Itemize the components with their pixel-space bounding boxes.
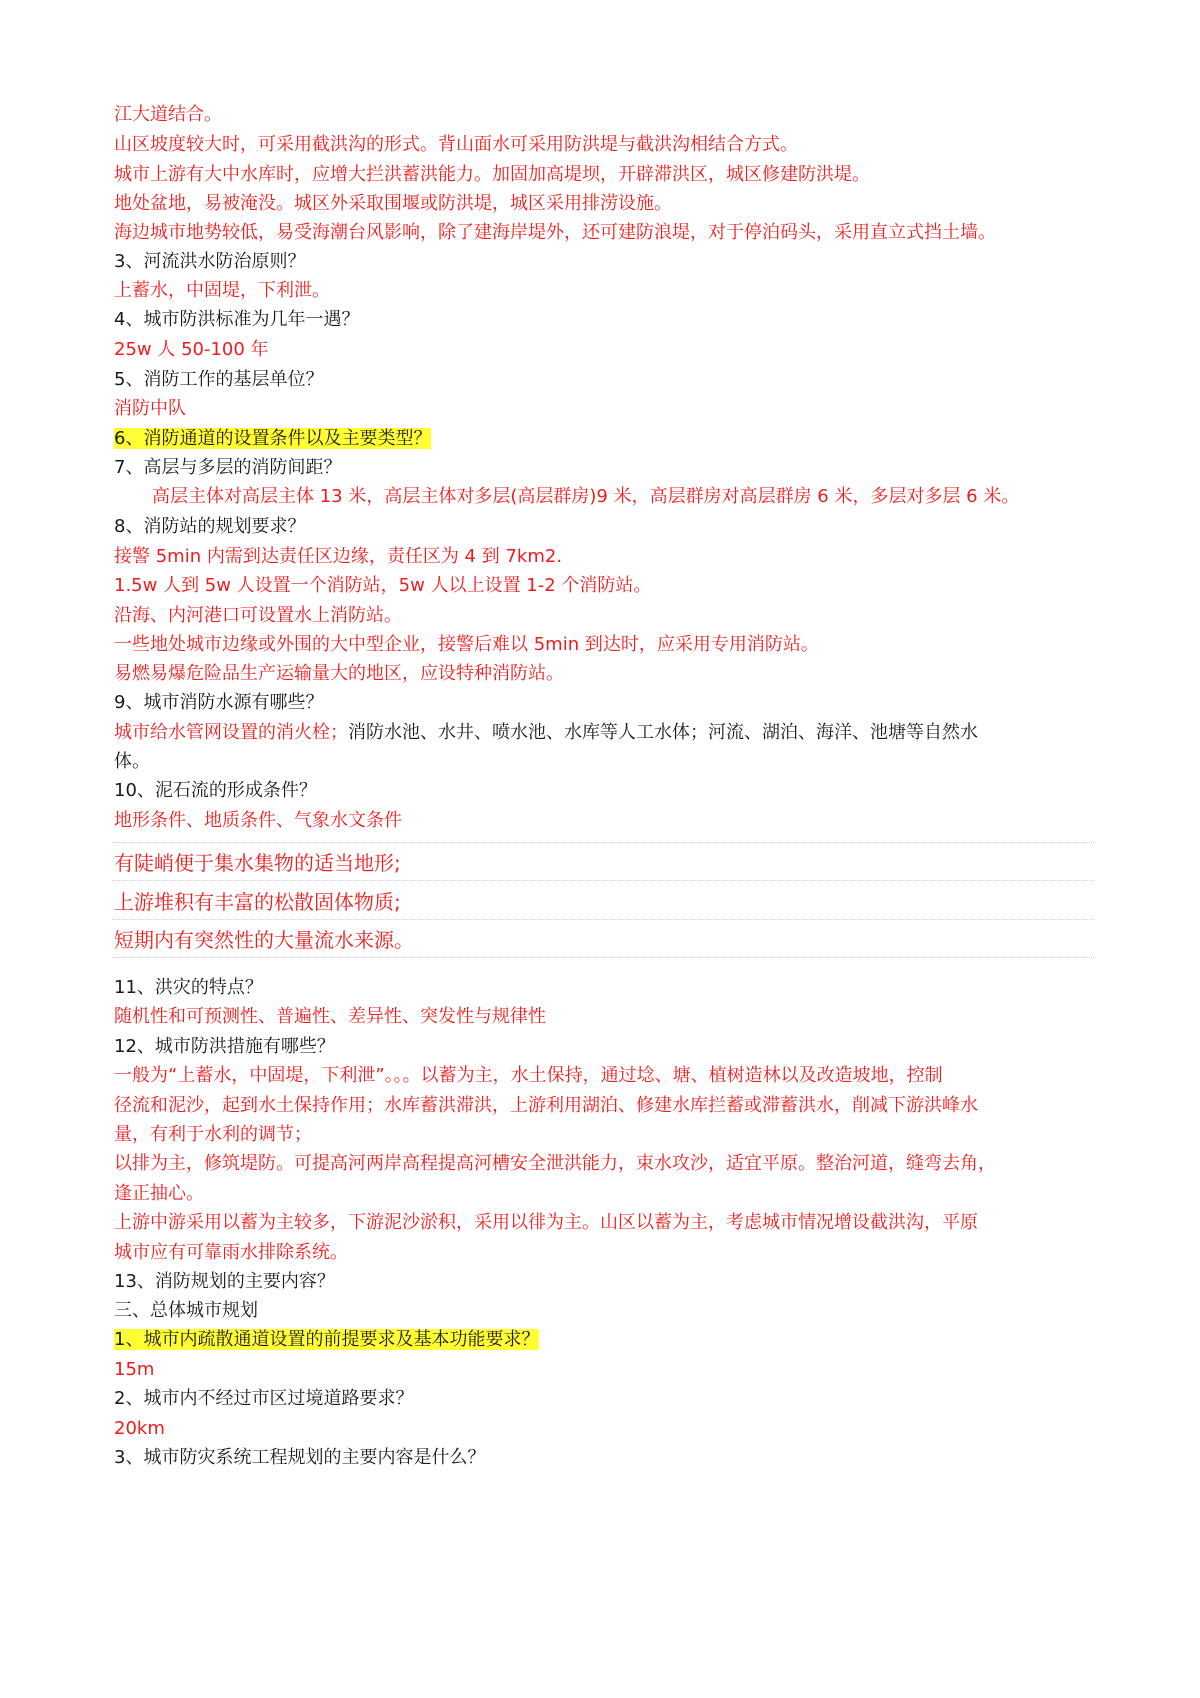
answer-line (114, 720, 978, 746)
text-line: 地处盆地，易被淹没。城区外采取围堰或防洪堤，城区采用排涝设施。 (114, 193, 672, 214)
answer-line: 沿海、内河港口可设置水上消防站。 (114, 605, 402, 626)
answer-line: 短期内有突然性的大量流水来源。 (114, 928, 414, 952)
text-line: 江大道结合。 (114, 104, 222, 125)
question-line: 2、城市内不经过市区过境道路要求？ (114, 1388, 414, 1409)
dotted-rule (112, 957, 1094, 958)
question-line: 4、城市防洪标准为几年一遇？ (114, 309, 360, 330)
answer-line: 随机性和可预测性、普遍性、差异性、突发性与规律性 (114, 1006, 546, 1027)
answer-line: 一般为“上蓄水，中固堤，下利泄”。。。以蓄为主，水土保持，通过埝、塘、植树造林以及改造坡地，控制 (114, 1065, 943, 1086)
answer-line: 径流和泥沙，起到水土保持作用；水库蓄洪滞洪，上游利用湖泊、修建水库拦蓄或滞蓄洪水，削减下游洪峰水 (114, 1095, 978, 1116)
question-line: 9、城市消防水源有哪些？ (114, 692, 324, 713)
question-line: 10、泥石流的形成条件？ (114, 780, 317, 801)
answer-line: 15m (114, 1359, 155, 1380)
answer-line: 一些地处城市边缘或外围的大中型企业，接警后难以 5min 到达时，应采用专用消防站。 (114, 634, 819, 655)
answer-line: 20km (114, 1418, 165, 1439)
question-line: 8、消防站的规划要求？ (114, 516, 306, 537)
answer-line: 上游堆积有丰富的松散固体物质; (114, 890, 401, 914)
answer-line: 体。 (114, 751, 150, 772)
answer-line: 上蓄水，中固堤，下利泄。 (114, 280, 330, 301)
question-line: 13、消防规划的主要内容？ (114, 1271, 335, 1292)
answer-line: 地形条件、地质条件、气象水文条件 (114, 810, 402, 831)
question-line: 12、城市防洪措施有哪些？ (114, 1036, 335, 1057)
dotted-rule (112, 880, 1094, 881)
highlighted-question: 1、城市内疏散通道设置的前提要求及基本功能要求？ (114, 1329, 540, 1350)
answer-line: 上游中游采用以蓄为主较多，下游泥沙淤积，采用以徘为主。山区以蓄为主，考虑城市情况增设截洪沟，平原 (114, 1212, 978, 1233)
answer-line: 城市应有可靠雨水排除系统。 (114, 1242, 348, 1263)
question-line: 7、高层与多层的消防间距？ (114, 457, 342, 478)
answer-segment: 消防水池、水井、喷水池、水库等人工水体；河流、湖泊、海洋、池塘等自然水 (348, 722, 978, 743)
answer-line: 有陡峭便于集水集物的适当地形; (114, 851, 401, 875)
answer-line: 消防中队 (114, 398, 186, 419)
question-line (114, 1327, 539, 1353)
answer-line: 逢正抽心。 (114, 1183, 204, 1204)
answer-line: 接警 5min 内需到达责任区边缘，责任区为 4 到 7km2. (114, 546, 563, 567)
answer-line: 量，有利于水利的调节； (114, 1124, 312, 1145)
answer-line: 高层主体对高层主体 13 米，高层主体对多层(高层群房)9 米，高层群房对高层群房 6 米，多层对多层 6 米。 (152, 486, 1020, 507)
section-heading: 三、总体城市规划 (114, 1300, 258, 1321)
answer-line: 以排为主，修筑堤防。可提高河两岸高程提高河槽安全泄洪能力，束水攻沙，适宜平原。整治河道，缝弯去角， (114, 1153, 996, 1174)
text-line: 城市上游有大中水库时，应增大拦洪蓄洪能力。加固加高堤坝，开辟滞洪区，城区修建防洪堤。 (114, 164, 870, 185)
highlighted-question: 6、消防通道的设置条件以及主要类型？ (114, 428, 432, 449)
question-line: 3、城市防灾系统工程规划的主要内容是什么？ (114, 1447, 486, 1468)
answer-line: 易燃易爆危险品生产运输量大的地区，应设特种消防站。 (114, 663, 564, 684)
question-line (114, 426, 431, 452)
dotted-rule (112, 919, 1094, 920)
answer-line: 25w 人 50-100 年 (114, 339, 269, 360)
answer-segment: 城市给水管网设置的消火栓； (114, 722, 348, 743)
text-line: 山区坡度较大时，可采用截洪沟的形式。背山面水可采用防洪堤与截洪沟相结合方式。 (114, 134, 798, 155)
text-line: 海边城市地势较低，易受海潮台风影响，除了建海岸堤外，还可建防浪堤，对于停泊码头，采用直立式挡土墙。 (114, 222, 996, 243)
question-line: 3、河流洪水防治原则？ (114, 251, 306, 272)
question-line: 5、消防工作的基层单位？ (114, 369, 324, 390)
question-line: 11、洪灾的特点？ (114, 977, 263, 998)
dotted-rule (112, 842, 1094, 843)
answer-line: 1.5w 人到 5w 人设置一个消防站，5w 人以上设置 1-2 个消防站。 (114, 575, 652, 596)
